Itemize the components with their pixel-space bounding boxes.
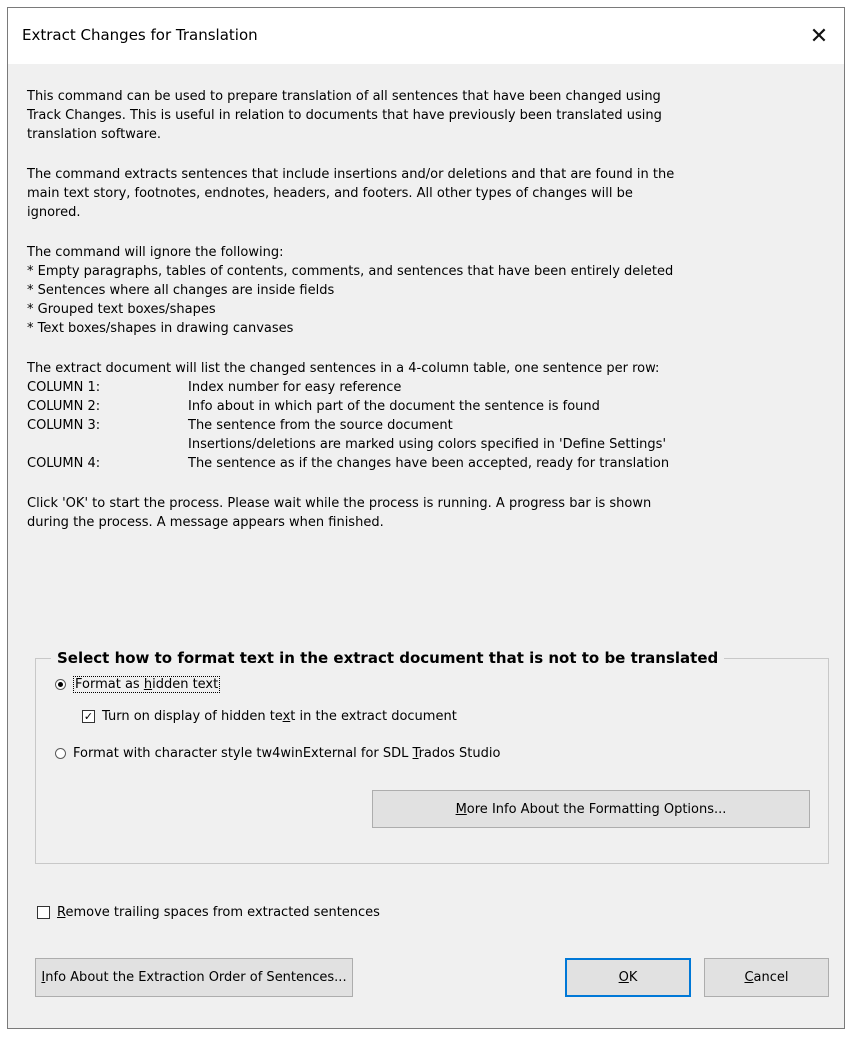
more-info-formatting-button[interactable]: M ore Info About the Formatting Options...: [372, 790, 810, 828]
checkbox-checked-icon[interactable]: ✓: [83, 709, 94, 723]
radio-selected-icon[interactable]: [55, 679, 66, 690]
dialog-window: [7, 7, 845, 1029]
format-group-legend: Select how to format text in the extract document that is not to be translated: [51, 648, 724, 668]
extracts-line-2: main text story, footnotes, endnotes, headers, and footers. All other types of changes will be: [27, 186, 633, 201]
extracts-line-1: The command extracts sentences that include insertions and/or deletions and that are found in the: [27, 167, 675, 182]
extraction-order-info-button[interactable]: I nfo About the Extraction Order of Sentences...: [35, 958, 353, 997]
dialog-title: Extract Changes for Translation: [22, 26, 258, 44]
column-key: COLUMN 2:: [27, 399, 101, 414]
ignore-heading: The command will ignore the following:: [27, 245, 284, 260]
radio-format-hidden-label[interactable]: Format as hidden text: [75, 676, 219, 692]
table-intro: The extract document will list the changed sentences in a 4-column table, one sentence per row:: [27, 361, 660, 376]
intro-line-1: This command can be used to prepare translation of all sentences that have been changed using: [27, 89, 661, 104]
column-value: Index number for easy reference: [188, 380, 402, 395]
radio-unselected-icon[interactable]: [55, 748, 66, 759]
ok-button[interactable]: O K: [565, 958, 691, 997]
checkbox-display-hidden-label[interactable]: Turn on display of hidden text in the extract document: [102, 708, 457, 724]
title-bar: [8, 8, 844, 64]
checkbox-remove-trailing-spaces[interactable]: [37, 901, 380, 923]
intro-line-2: Track Changes. This is useful in relation to documents that have previously been translated using: [27, 108, 662, 123]
column-value: Info about in which part of the document the sentence is found: [188, 399, 600, 414]
column-key: COLUMN 4:: [27, 456, 101, 471]
ignore-item-3: * Grouped text boxes/shapes: [27, 302, 216, 317]
column-value: The sentence as if the changes have been accepted, ready for translation: [188, 456, 670, 471]
radio-format-hidden[interactable]: [55, 673, 220, 695]
close-icon[interactable]: ✕: [809, 23, 829, 49]
column-value: Insertions/deletions are marked using colors specified in 'Define Settings': [188, 437, 667, 452]
format-options-group: [35, 649, 829, 864]
radio-format-char-style-label[interactable]: Format with character style tw4winExternal for SDL Trados Studio: [73, 745, 501, 761]
ignore-item-2: * Sentences where all changes are inside fields: [27, 283, 335, 298]
column-value: The sentence from the source document: [188, 418, 453, 433]
process-line-2: during the process. A message appears when finished.: [27, 515, 384, 530]
cancel-button[interactable]: C ancel: [704, 958, 829, 997]
column-key: COLUMN 3:: [27, 418, 101, 433]
ignore-item-1: * Empty paragraphs, tables of contents, comments, and sentences that have been entirely deleted: [27, 264, 674, 279]
checkbox-unchecked-icon[interactable]: [37, 906, 50, 919]
extracts-line-3: ignored.: [27, 205, 81, 220]
column-key: COLUMN 1:: [27, 380, 101, 395]
checkbox-display-hidden[interactable]: [82, 705, 457, 727]
radio-format-char-style[interactable]: [55, 742, 500, 764]
intro-line-3: translation software.: [27, 127, 161, 142]
checkbox-remove-trailing-label[interactable]: Remove trailing spaces from extracted sentences: [57, 904, 380, 920]
process-line-1: Click 'OK' to start the process. Please wait while the process is running. A progress bar is shown: [27, 496, 652, 511]
ignore-item-4: * Text boxes/shapes in drawing canvases: [27, 321, 294, 336]
